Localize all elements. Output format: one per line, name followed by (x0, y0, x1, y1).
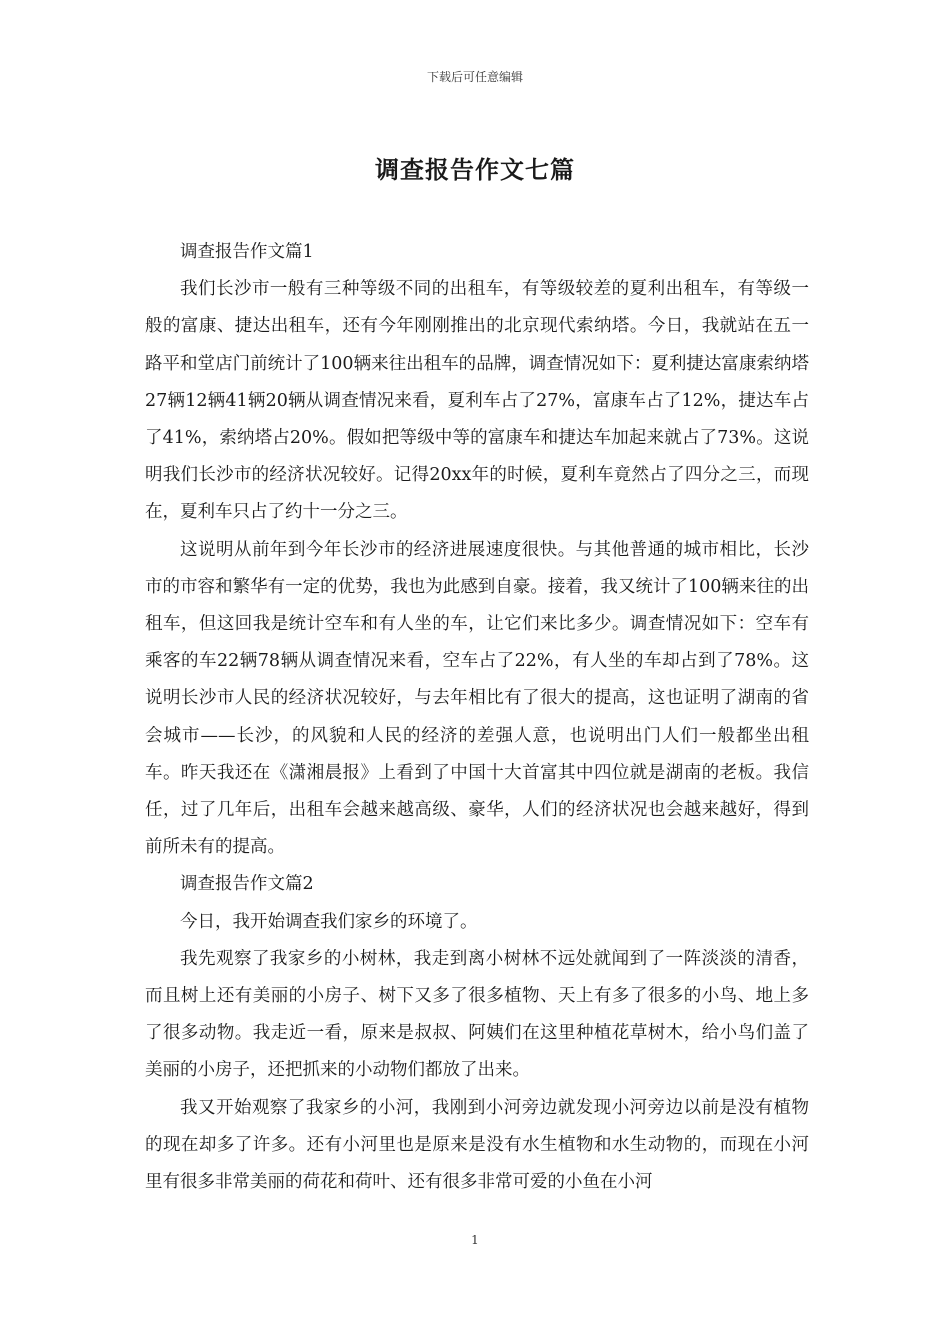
document-body (145, 234, 809, 1201)
page-number: 1 (471, 1233, 479, 1247)
section-heading: 调查报告作文篇2 (180, 874, 314, 895)
section-heading: 调查报告作文篇1 (180, 242, 314, 262)
page-header: 下载后可任意编辑 (426, 70, 523, 84)
body-paragraph: 今日，我开始调查我们家乡的环境了。 (180, 911, 478, 932)
body-paragraph: 我又开始观察了我家乡的小河，我刚到小河旁边就发现小河旁边以前是没有植物的现在却多了许多。还有小河里也是原来是没有水生植物和水生动物的，而现在小河里有很多非常美丽的荷花和荷叶、还有很多非常可爱的小鱼在小河 (145, 1097, 809, 1193)
body-paragraph: 这说明从前年到今年长沙市的经济进展速度很快。与其他普通的城市相比，长沙市的市容和繁华有一定的优势，我也为此感到自豪。接着，我又统计了100辆来往的出租车，但这回我是统计空车和有人坐的车，让它们来比多少。调查情况如下：空车有乘客的车22辆78辆从调查情况来看，空车占了22%，有人坐的车却占到了78%。这说明长沙市人民的经济状况较好，与去年相比有了很大的提高，这也证明了湖南的省会城市——长沙，的风貌和人民的经济的差强人意，也说明出门人们一般都坐出租车。昨天我还在《潇湘晨报》上看到了中国十大首富其中四位就是湖南的老板。我信任，过了几年后，出租车会越来越高级、豪华，人们的经济状况也会越来越好，得到前所未有的提高。 (145, 539, 809, 858)
document-title: 调查报告作文七篇 (375, 155, 575, 184)
body-paragraph: 我们长沙市一般有三种等级不同的出租车，有等级较差的夏利出租车，有等级一般的富康、捷达出租车，还有今年刚刚推出的北京现代索纳塔。今日，我就站在五一路平和堂店门前统计了100辆来往出租车的品牌，调查情况如下：夏利捷达富康索纳塔27辆12辆41辆20辆从调查情况来看，夏利车占了27%，富康车占了12%，捷达车占了41%，索纳塔占20%。假如把等级中等的富康车和捷达车加起来就占了73%。这说明我们长沙市的经济状况较好。记得20xx年的时候，夏利车竟然占了四分之三，而现在，夏利车只占了约十一分之三。 (145, 279, 809, 523)
body-paragraph: 我先观察了我家乡的小树林，我走到离小树林不远处就闻到了一阵淡淡的清香，而且树上还有美丽的小房子、树下又多了很多植物、天上有多了很多的小鸟、地上多了很多动物。我走近一看，原来是叔叔、阿姨们在这里种植花草树木，给小鸟们盖了美丽的小房子，还把抓来的小动物们都放了出来。 (145, 948, 809, 1081)
